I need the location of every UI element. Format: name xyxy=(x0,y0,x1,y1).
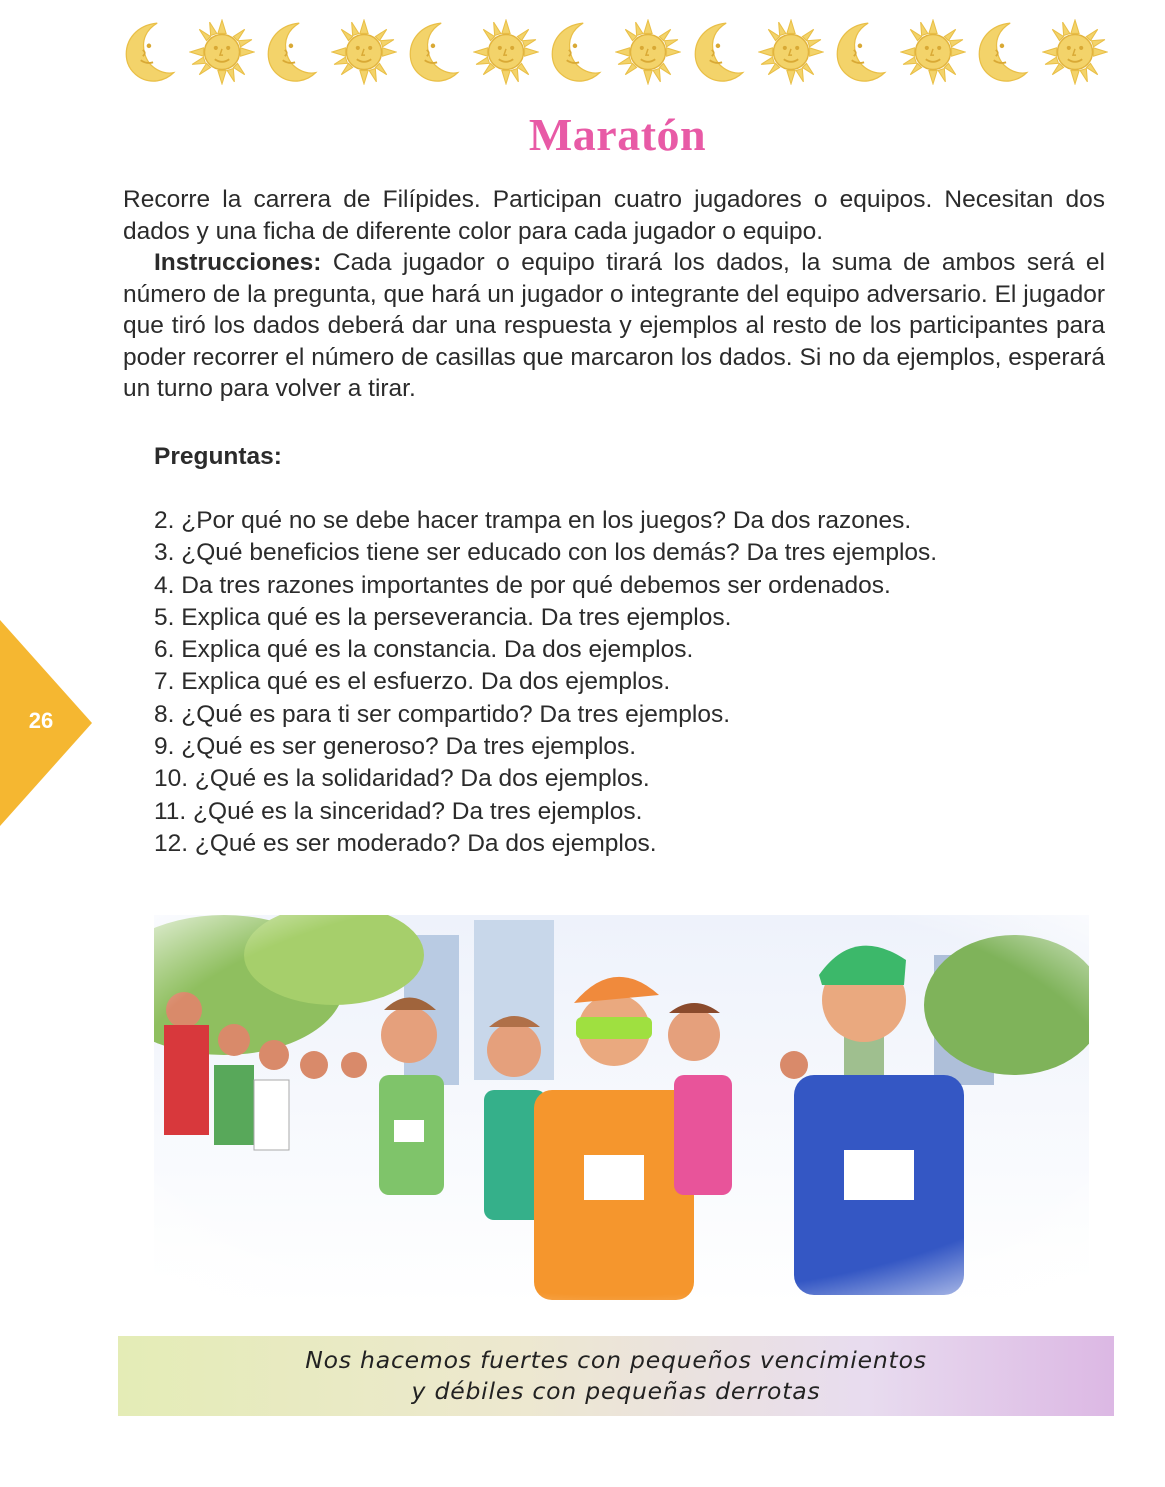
question-item: 4. Da tres razones importantes de por qué debemos ser ordenados. xyxy=(154,571,891,599)
questions-list xyxy=(154,505,1114,860)
marathon-runners-illustration xyxy=(154,915,1089,1305)
intro-paragraph: Recorre la carrera de Filípides. Participan cuatro jugadores o equipos. Necesitan dos dados y una ficha de diferente color para cada jugador o equipo. xyxy=(123,186,1105,245)
questions-heading: Preguntas: xyxy=(154,443,282,470)
sun-icon xyxy=(615,19,681,85)
quote-line-2: y débiles con pequeñas derrotas xyxy=(411,1377,821,1405)
page-number: 26 xyxy=(28,708,54,733)
sun-icon xyxy=(1042,19,1108,85)
question-item: 7. Explica qué es el esfuerzo. Da dos ejemplos. xyxy=(154,668,671,696)
question-item: 10. ¿Qué es la solidaridad? Da dos ejemplos. xyxy=(154,765,650,793)
moon-icon xyxy=(829,19,895,85)
question-item: 9. ¿Qué es ser generoso? Da tres ejemplos. xyxy=(154,733,637,761)
page-title: Maratón xyxy=(528,109,707,160)
sun-icon xyxy=(331,19,397,85)
moon-icon xyxy=(544,19,610,85)
sun-icon xyxy=(900,19,966,85)
sun-icon xyxy=(473,19,539,85)
instructions-text: Cada jugador o equipo tirará los dados, la suma de ambos será el número de la pregunta, que hará un jugador o integrante del equipo adversario. El jugador que tiró los dados deberá dar una respuesta y ejemplos al resto de los participantes para poder recorrer el número de casillas que marcaron los dados. Si no da ejemplos, esperará un turno para volver a tirar. xyxy=(123,249,1105,402)
question-item: 3. ¿Qué beneficios tiene ser educado con los demás? Da tres ejemplos. xyxy=(154,539,938,567)
question-item: 6. Explica qué es la constancia. Da dos ejemplos. xyxy=(154,636,694,664)
instructions-paragraph xyxy=(123,247,1105,405)
intro-text xyxy=(123,184,1105,405)
decorative-border xyxy=(118,12,1108,92)
question-item: 2. ¿Por qué no se debe hacer trampa en los juegos? Da dos razones. xyxy=(154,507,912,534)
moon-icon xyxy=(402,19,468,85)
question-item: 5. Explica qué es la perseverancia. Da tres ejemplos. xyxy=(154,603,732,631)
moon-icon xyxy=(971,19,1037,85)
instructions-label: Instrucciones: xyxy=(154,249,322,276)
moon-icon xyxy=(260,19,326,85)
sun-icon xyxy=(758,19,824,85)
moon-icon xyxy=(118,19,184,85)
question-item: 11. ¿Qué es la sinceridad? Da tres ejemplos. xyxy=(154,797,643,825)
question-item: 12. ¿Qué es ser moderado? Da dos ejemplos. xyxy=(154,829,657,857)
sun-icon xyxy=(189,19,255,85)
moon-icon xyxy=(687,19,753,85)
quote-banner xyxy=(118,1336,1114,1416)
question-item: 8. ¿Qué es para ti ser compartido? Da tres ejemplos. xyxy=(154,700,731,728)
quote-line-1: Nos hacemos fuertes con pequeños vencimientos xyxy=(305,1346,927,1374)
